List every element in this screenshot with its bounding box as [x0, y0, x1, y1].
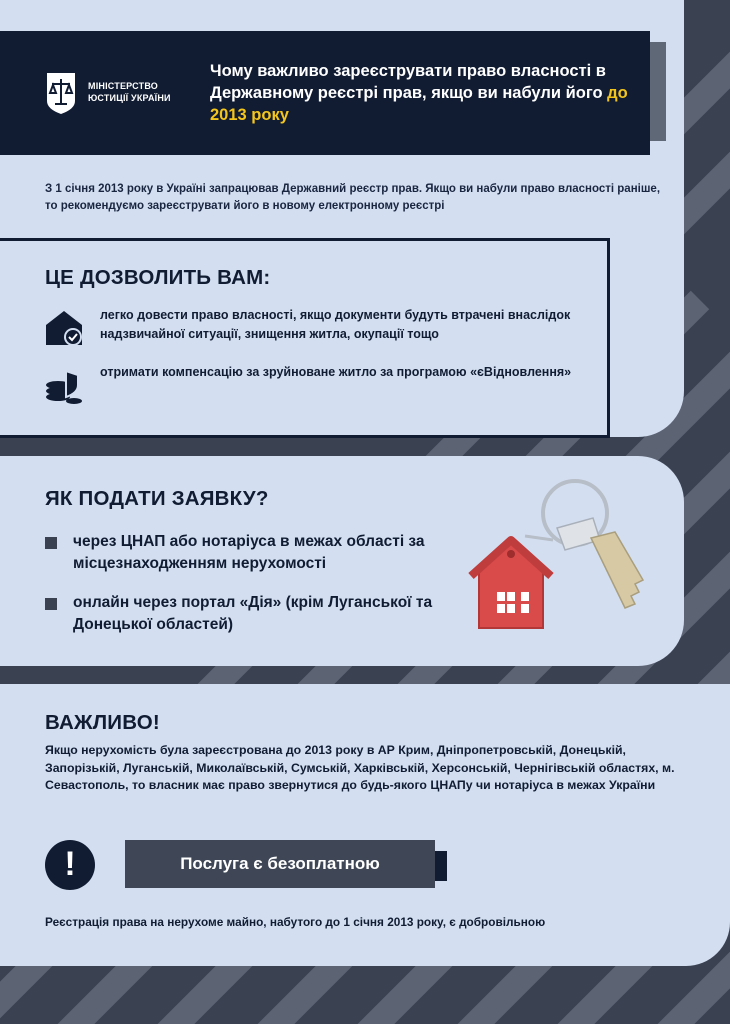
intro-text: З 1 січня 2013 року в Україні запрацював Державний реєстр прав. Якщо ви набули право власності раніше, то рекомендуємо зареєструвати його в новому електронному реєстрі: [45, 183, 661, 212]
title-text: Чому важливо зареєструвати право власності в Державному реєстрі прав, якщо ви набули його: [210, 62, 608, 102]
free-service-badge: Послуга є безоплатною: [125, 840, 435, 888]
bullet-square: [45, 537, 57, 549]
footnote-text: Реєстрація права на нерухоме майно, набутого до 1 січня 2013 року, є добровільною: [45, 915, 546, 929]
exclamation-symbol: !: [64, 845, 76, 883]
ministry-logo-icon: [45, 71, 77, 115]
apply-item: через ЦНАП або нотаріуса в межах області за місцезнаходженням нерухомості: [73, 533, 425, 572]
important-title: ВАЖЛИВО!: [45, 711, 160, 734]
benefits-title: ЦЕ ДОЗВОЛИТЬ ВАМ:: [45, 266, 271, 289]
ministry-name: МІНІСТЕРСТВО ЮСТИЦІЇ УКРАЇНИ: [88, 81, 171, 103]
benefit-item: легко довести право власності, якщо документи будуть втрачені внаслідок надзвичайної ситуації, знищення житла, окупації тощо: [100, 308, 571, 341]
important-text: Якщо нерухомість була зареєстрована до 2013 року в АР Крим, Дніпропетровській, Донецькій, Запорізькій, Луганській, Миколаївській, Сумській, Харківській, Херсонській, Чернігівській областях, м. Севастополь, то власник має право звернутися до будь-якого ЦНАПу чи нотаріуса в межах України: [45, 743, 675, 792]
page-title: [210, 60, 640, 126]
benefit-item: отримати компенсацію за зруйноване житло за програмою «єВідновлення»: [100, 365, 572, 379]
bullet-square: [45, 598, 57, 610]
house-check-icon: [44, 307, 84, 347]
apply-item: онлайн через портал «Дія» (крім Луганської та Донецької областей): [73, 594, 433, 633]
exclamation-icon: [45, 840, 95, 890]
title-accent: до 2013 року: [210, 84, 628, 124]
apply-title: ЯК ПОДАТИ ЗАЯВКУ?: [45, 487, 269, 510]
coins-shield-icon: [44, 367, 84, 407]
house-keys-image: [465, 478, 665, 648]
